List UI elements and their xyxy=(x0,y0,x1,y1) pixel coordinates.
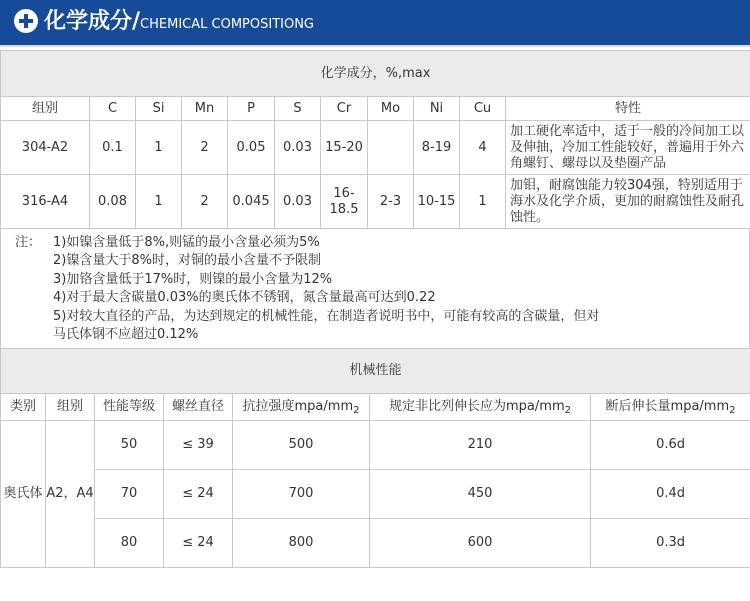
mech-header-cell: 类别 xyxy=(1,394,46,421)
table-cell: 500 xyxy=(233,421,370,470)
chem-header-cell: Cr xyxy=(321,97,368,121)
table-cell: 0.05 xyxy=(228,121,275,175)
table-cell: 1 xyxy=(460,175,506,229)
property-description: 加钼，耐腐蚀能力较304强，特别适用于海水及化学介质，更加的耐腐蚀性及耐孔蚀性。 xyxy=(506,175,750,229)
notes-list xyxy=(53,234,653,344)
plus-circle-icon xyxy=(14,9,38,33)
table-cell: 16-18.5 xyxy=(321,175,368,229)
chem-header-cell: C xyxy=(90,97,136,121)
table-row xyxy=(1,421,750,470)
mech-title-row xyxy=(1,349,750,394)
table-cell: 0.3d xyxy=(591,519,750,568)
mech-header-cell: 性能等级 xyxy=(95,394,164,421)
table-cell: 1 xyxy=(136,175,182,229)
header-banner xyxy=(0,0,750,45)
category-cell: 奥氏体 xyxy=(1,421,46,568)
note-line: 1)如镍含量低于8%,则锰的最小含量必须为5% xyxy=(53,235,320,250)
yield-header-text: 规定非比列伸长应为mpa/mm xyxy=(389,399,565,414)
table-cell xyxy=(368,121,414,175)
tensile-header-text: 抗拉强度mpa/mm xyxy=(242,399,354,414)
table-cell: 0.03 xyxy=(275,121,321,175)
table-cell: 210 xyxy=(370,421,591,470)
mech-header-cell: 螺丝直径 xyxy=(164,394,233,421)
chem-header-cell: Ni xyxy=(414,97,460,121)
table-cell: 316-A4 xyxy=(1,175,90,229)
chem-header-cell: S xyxy=(275,97,321,121)
table-cell: 2 xyxy=(182,175,228,229)
table-cell: 0.6d xyxy=(591,421,750,470)
notes-label: 注： xyxy=(15,235,42,250)
header-divider xyxy=(0,45,750,47)
note-line: 马氏体钢不应超过0.12% xyxy=(53,327,199,343)
table-cell: 50 xyxy=(95,421,164,470)
chem-header-cell: Si xyxy=(136,97,182,121)
table-cell: 1 xyxy=(136,121,182,175)
mech-header-cell xyxy=(233,394,370,421)
chem-header-cell: Mo xyxy=(368,97,414,121)
chem-table-title: 化学成分，%,max xyxy=(1,51,750,97)
chem-header-row xyxy=(1,97,750,121)
table-cell: 0.045 xyxy=(228,175,275,229)
chem-header-cell: 组别 xyxy=(1,97,90,121)
table-cell: 600 xyxy=(370,519,591,568)
page-title-cn: 化学成分/ xyxy=(44,9,141,34)
note-line: 2)镍含量大于8%时，对铜的最小含量不予限制 xyxy=(53,253,321,269)
notes-section xyxy=(0,228,750,348)
table-cell: ≤ 24 xyxy=(164,470,233,519)
elong-header-text: 断后伸长量mpa/mm xyxy=(605,399,730,414)
table-cell: 8-19 xyxy=(414,121,460,175)
chem-title-row xyxy=(1,51,750,97)
table-cell: 450 xyxy=(370,470,591,519)
table-cell: 15-20 xyxy=(321,121,368,175)
mech-header-row xyxy=(1,394,750,421)
table-cell: 2-3 xyxy=(368,175,414,229)
table-cell: 80 xyxy=(95,519,164,568)
yield-header-sub: 2 xyxy=(564,405,571,416)
table-cell: 304-A2 xyxy=(1,121,90,175)
table-cell: 70 xyxy=(95,470,164,519)
table-cell: 2 xyxy=(182,121,228,175)
mechanical-properties-table xyxy=(0,348,750,568)
page-title xyxy=(44,6,314,38)
table-cell: ≤ 24 xyxy=(164,519,233,568)
table-cell: 0.03 xyxy=(275,175,321,229)
chem-header-cell: Cu xyxy=(460,97,506,121)
table-cell: 4 xyxy=(460,121,506,175)
table-cell: 0.4d xyxy=(591,470,750,519)
mech-header-cell xyxy=(370,394,591,421)
note-line: 5)对较大直径的产品，为达到规定的机械性能，在制造者说明书中，可能有较高的含碳量，但对 xyxy=(53,308,600,324)
table-cell: 0.1 xyxy=(90,121,136,175)
note-line: 4)对于最大含碳量0.03%的奥氏体不锈钢，氮含量最高可达到0.22 xyxy=(53,290,436,306)
elong-header-sub: 2 xyxy=(729,405,736,416)
table-cell: 10-15 xyxy=(414,175,460,229)
table-cell: 0.08 xyxy=(90,175,136,229)
table-cell: 700 xyxy=(233,470,370,519)
chem-header-cell: 特性 xyxy=(506,97,750,121)
page-title-en: CHEMICAL COMPOSITIONG xyxy=(140,17,314,32)
table-row xyxy=(1,470,750,519)
table-cell: ≤ 39 xyxy=(164,421,233,470)
group-cell: A2，A4 xyxy=(46,421,95,568)
note-line: 3)加铬含量低于17%时，则镍的最小含量为12% xyxy=(53,271,333,287)
mech-header-cell: 组别 xyxy=(46,394,95,421)
chemical-composition-table xyxy=(0,50,750,229)
tensile-header-sub: 2 xyxy=(353,405,360,416)
table-row xyxy=(1,175,750,229)
mech-table-title: 机械性能 xyxy=(1,349,750,394)
table-cell: 800 xyxy=(233,519,370,568)
mech-header-cell xyxy=(591,394,750,421)
chem-header-cell: P xyxy=(228,97,275,121)
table-row xyxy=(1,121,750,175)
property-description: 加工硬化率适中，适于一般的冷间加工以及伸抽，冷加工性能较好，普遍用于外六角螺钉、螺母以及垫圈产品 xyxy=(506,121,750,175)
table-row xyxy=(1,519,750,568)
chem-header-cell: Mn xyxy=(182,97,228,121)
